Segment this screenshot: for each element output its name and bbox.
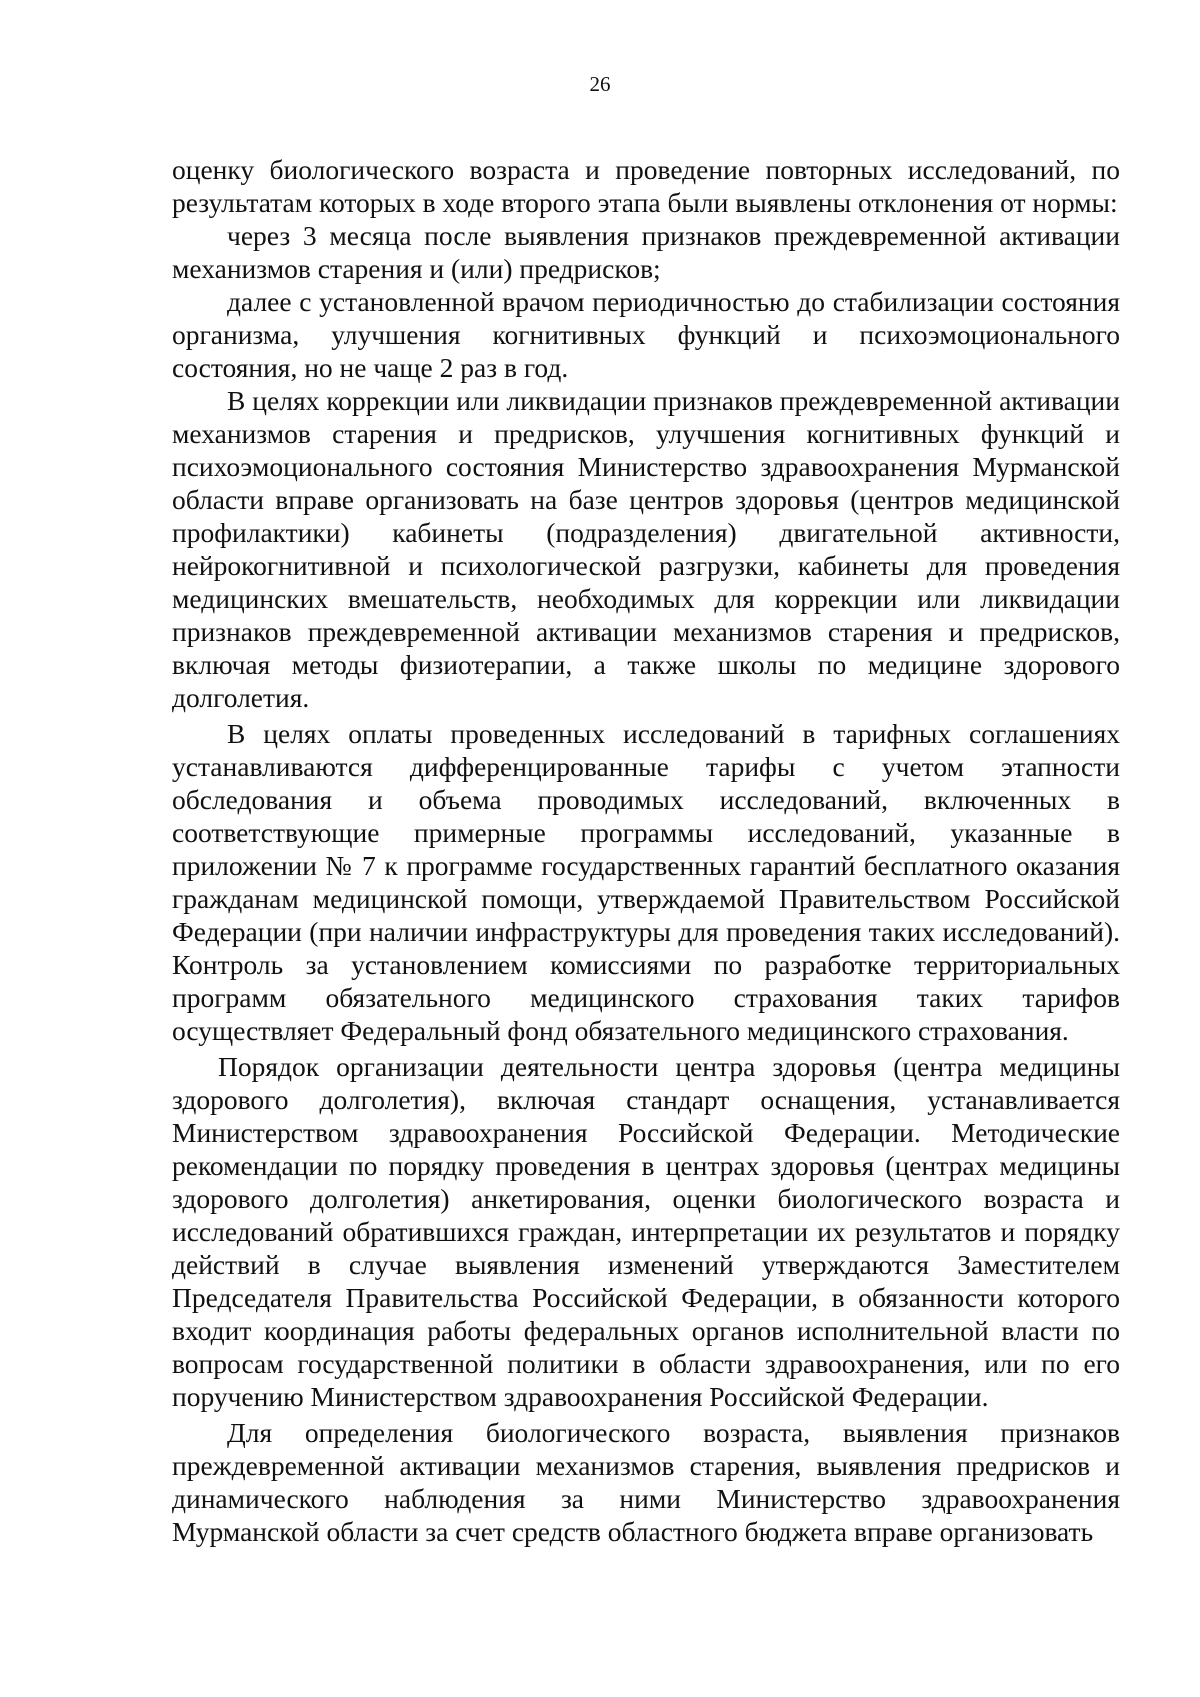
paragraph-periodicity: далее с установленной врачом периодичностью до стабилизации состояния организма, улучшения когнитивных функций и психоэмоционального состояния, но не чаще 2 раз в год. — [172, 286, 1120, 383]
paragraph-correction-cabinets: В целях коррекции или ликвидации признаков преждевременной активации механизмов старения и предрисков, улучшения когнитивных функций и психоэмоционального состояния Министерство здравоохранения Мурманской области вправе организовать на базе центров здоровья (центров медицинской профилактики) кабинеты (подразделения) двигательной активности, нейрокогнитивной и психологической разгрузки, кабинеты для проведения медицинских вмешательств, необходимых для коррекции или ликвидации признаков преждевременной активации механизмов старения и предрисков, включая методы физиотерапии, а также школы по медицине здорового долголетия. — [172, 385, 1120, 713]
paragraph-biological-age: Для определения биологического возраста, выявления признаков преждевременной активации механизмов старения, выявления предрисков и динамического наблюдения за ними Министерство здравоохранения Мурманской области за счет средств областного бюджета вправе организовать — [172, 1417, 1120, 1547]
page-number: 26 — [589, 72, 611, 96]
paragraph-tariffs: В целях оплаты проведенных исследований в тарифных соглашениях устанавливаются дифференцированные тарифы с учетом этапности обследования и объема проводимых исследований, включенных в соответствующие примерные программы исследований, указанные в приложении № 7 к программе государственных гарантий бесплатного оказания гражданам медицинской помощи, утверждаемой Правительством Российской Федерации (при наличии инфраструктуры для проведения таких исследований). Контроль за установлением комиссиями по разработке территориальных программ обязательного медицинского страхования таких тарифов осуществляет Федеральный фонд обязательного медицинского страхования. — [172, 718, 1120, 1046]
document-body — [172, 153, 1120, 1548]
paragraph-health-center-procedure: Порядок организации деятельности центра здоровья (центра медицины здорового долголетия), включая стандарт оснащения, устанавливается Министерством здравоохранения Российской Федерации. Методические рекомендации по порядку проведения в центрах здоровья (центрах медицины здорового долголетия) анкетирования, оценки биологического возраста и исследований обратившихся граждан, интерпретации их результатов и порядку действий в случае выявления изменений утверждаются Заместителем Председателя Правительства Российской Федерации, в обязанности которого входит координация работы федеральных органов исполнительной власти по вопросам государственной политики в области здравоохранения, или по его поручению Министерством здравоохранения Российской Федерации. — [172, 1051, 1120, 1412]
paragraph-continuation: оценку биологического возраста и проведение повторных исследований, по результатам которых в ходе второго этапа были выявлены отклонения от нормы: — [172, 154, 1120, 218]
paragraph-three-months: через 3 месяца после выявления признаков преждевременной активации механизмов старения и (или) предрисков; — [172, 220, 1120, 284]
